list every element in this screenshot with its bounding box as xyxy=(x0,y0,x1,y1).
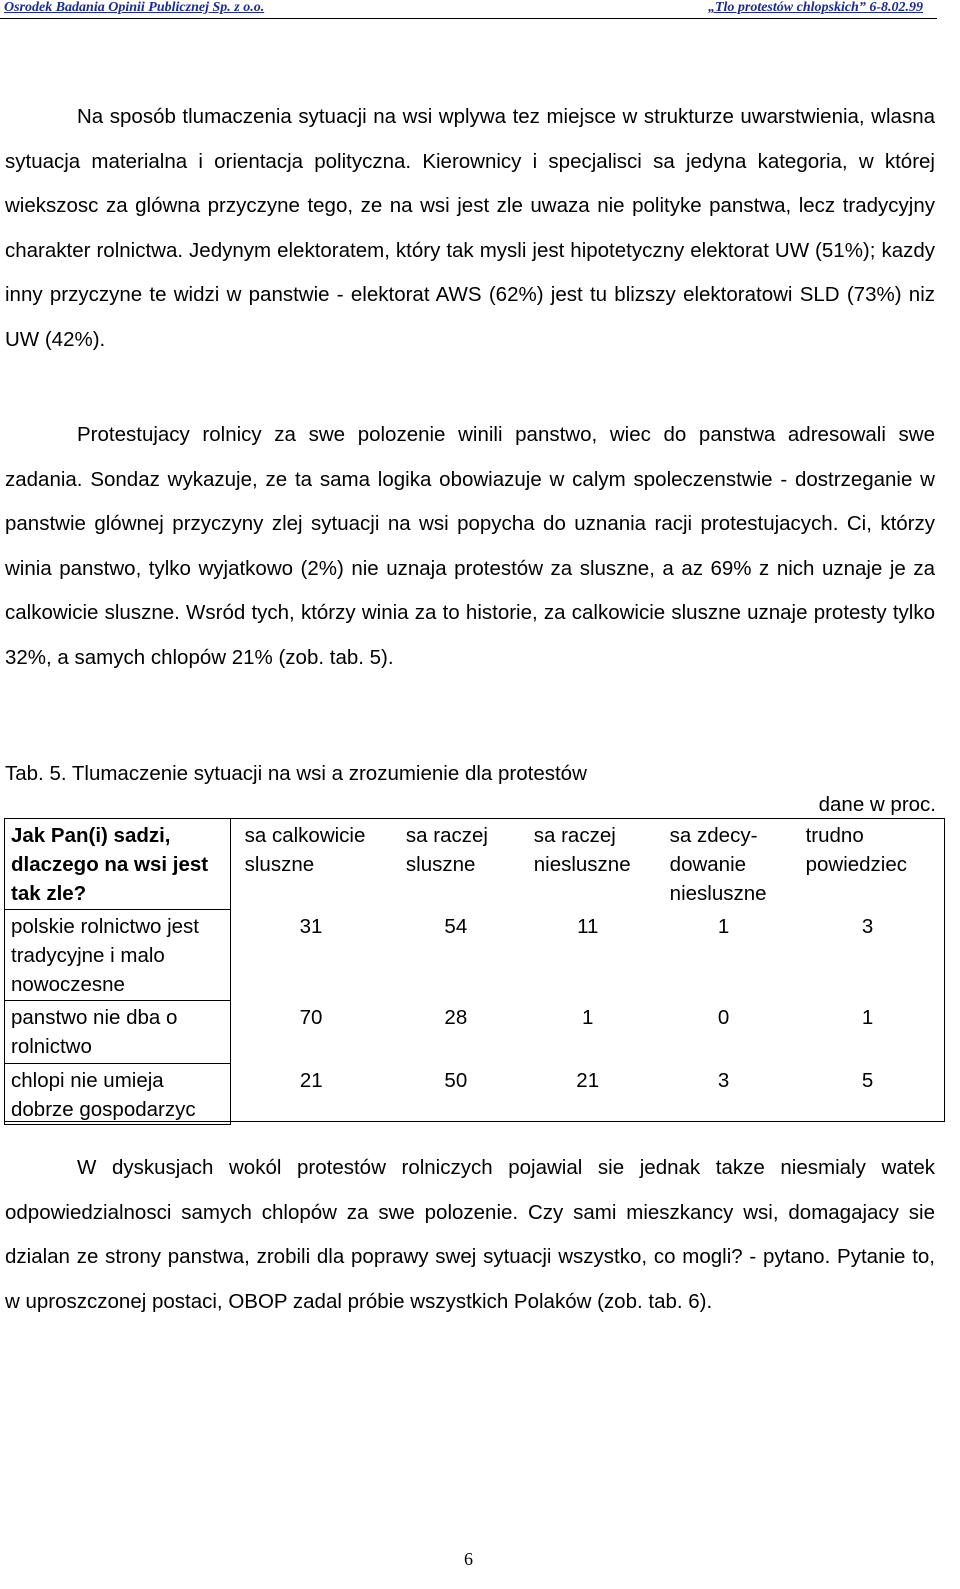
page-number: 6 xyxy=(464,1549,473,1569)
column-header: sa raczej sluszne xyxy=(405,823,488,876)
paragraph-1: Na sposób tlumaczenia sytuacji na wsi wplywa tez miejsce w strukturze uwarstwienia, wlasna sytuacja materialna i orientacja polityczna. Kierownicy i specjalisci sa jedyna kategoria, w której wiekszosc za glówna przyczyne tego, ze na wsi jest zle uwaza nie polityke panstwa, lecz tradycyjny charakter rolnictwa. Jedynym elektoratem, który tak mysli jest hipotetyczny elektorat UW (51%); kazdy inny przyczyne te widzi w panstwie - elektorat AWS (62%) jest tu blizszy elektoratowi SLD (73%) niz UW (42%). xyxy=(5,105,935,351)
table-units-note: dane w proc. xyxy=(818,793,936,816)
table-cell: 21 xyxy=(576,1068,600,1092)
row-label: polskie rolnictwo jest tradycyjne i malo nowoczesne xyxy=(5,910,231,1001)
table-row xyxy=(5,1001,944,1064)
column-header: sa calkowicie sluszne xyxy=(244,823,366,876)
table-cell: 54 xyxy=(444,914,468,938)
row-label: panstwo nie dba o rolnictwo xyxy=(5,1001,231,1064)
table-cell: 11 xyxy=(577,914,599,938)
table-cell: 3 xyxy=(717,1068,730,1092)
paragraph-2: Protestujacy rolnicy za swe polozenie winili panstwo, wiec do panstwa adresowali swe zadania. Sondaz wykazuje, ze ta sama logika obowiazuje w calym spoleczenstwie - dostrzeganie w panstwie glównej przyczyny zlej sytuacji na wsi popycha do uznania racji protestujacych. Ci, którzy winia panstwo, tylko wyjatkowo (2%) nie uznaja protestów za sluszne, a az 69% z nich uznaje je za calkowicie sluszne. Wsród tych, którzy winia za to historie, za calkowicie sluszne uznaje protesty tylko 32%, a samych chlopów 21% (zob. tab. 5). xyxy=(5,423,935,669)
table-cell: 50 xyxy=(444,1068,468,1092)
column-header: sa raczej niesluszne xyxy=(533,823,631,876)
table-cell: 21 xyxy=(299,1068,323,1092)
paragraph-3: W dyskusjach wokól protestów rolniczych pojawial sie jednak takze niesmialy watek odpowiedzialnosci samych chlopów za swe polozenie. Czy sami mieszkancy wsi, domagajacy sie dzialan ze strony panstwa, zrobili dla poprawy swej sytuacji wszystko, co mogli? - pytano. Pytanie to, w uproszczonej postaci, OBOP zadal próbie wszystkich Polaków (zob. tab. 6). xyxy=(5,1156,935,1313)
table-cell: 0 xyxy=(717,1005,730,1029)
table-cell: 1 xyxy=(861,1005,874,1029)
table-header-row xyxy=(5,819,944,910)
results-table xyxy=(4,818,944,1125)
header-publisher: Osrodek Badania Opinii Publicznej Sp. z o.o. xyxy=(4,0,265,15)
column-header: trudno powiedziec xyxy=(805,823,908,876)
table-row xyxy=(5,1064,944,1125)
header-report-title: „Tlo protestów chlopskich” 6-8.02.99 xyxy=(707,0,923,15)
table-cell: 1 xyxy=(717,914,730,938)
column-header: sa zdecy-dowanie niesluszne xyxy=(669,823,767,905)
table-cell: 3 xyxy=(861,914,874,938)
running-header xyxy=(0,0,937,19)
table-cell: 5 xyxy=(861,1068,874,1092)
row-label: chlopi nie umieja dobrze gospodarzyc xyxy=(5,1064,231,1125)
table-cell: 28 xyxy=(444,1005,468,1029)
table-cell: 31 xyxy=(299,914,323,938)
table-caption: Tab. 5. Tlumaczenie sytuacji na wsi a zrozumienie dla protestów xyxy=(5,762,587,785)
table-cell: 1 xyxy=(582,1005,594,1029)
table-cell: 70 xyxy=(299,1005,323,1029)
question-header: Jak Pan(i) sadzi, dlaczego na wsi jest tak zle? xyxy=(5,819,231,910)
table-row xyxy=(5,910,944,1001)
